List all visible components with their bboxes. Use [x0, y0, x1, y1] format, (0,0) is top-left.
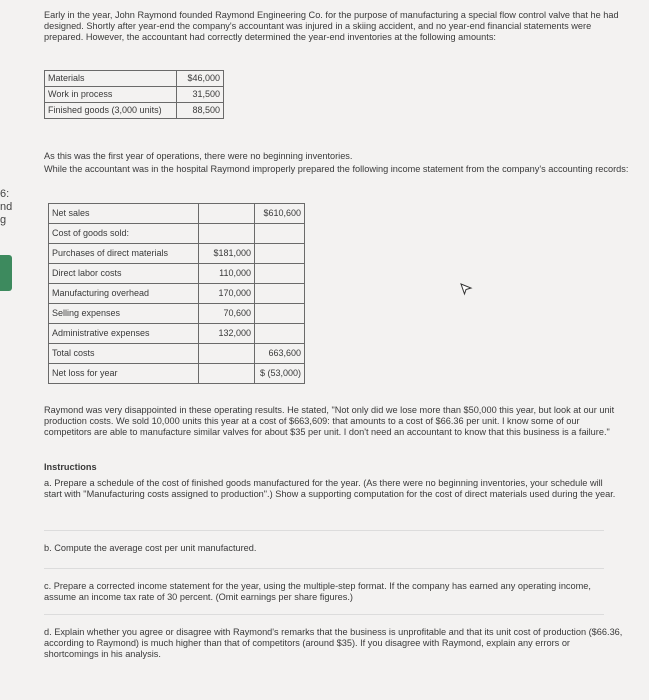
- cost-item-label: Selling expenses: [49, 304, 199, 324]
- cost-item-value: 70,600: [199, 304, 255, 324]
- net-loss-value: $ (53,000): [255, 364, 305, 384]
- inventory-label: Work in process: [45, 87, 177, 103]
- cost-item-label: Purchases of direct materials: [49, 244, 199, 264]
- mouse-cursor-icon: [459, 282, 473, 298]
- total-costs-label: Total costs: [49, 344, 199, 364]
- table-row: [49, 264, 305, 284]
- cost-item-value: 132,000: [199, 324, 255, 344]
- table-row: [49, 364, 305, 384]
- intro-paragraph: Early in the year, John Raymond founded Raymond Engineering Co. for the purpose of manufacturing a special flow control valve that he had designed. Shortly after year-end the company's accountant was injured in a skiing accident, and no year-end financial statements were prepared. However, the accountant had correctly determined the year-end inventories at the following amounts:: [44, 10, 619, 42]
- left-edge-text-1: 6:: [0, 188, 10, 200]
- left-edge-text-3: g: [0, 214, 7, 226]
- net-sales-label: Net sales: [49, 204, 199, 224]
- cost-item-label: Direct labor costs: [49, 264, 199, 284]
- table-row: [49, 324, 305, 344]
- table-row: [45, 87, 224, 103]
- divider: [44, 568, 604, 569]
- inventory-label: Materials: [45, 71, 177, 87]
- net-loss-label: Net loss for year: [49, 364, 199, 384]
- question-c: c. Prepare a corrected income statement for the year, using the multiple-step format. If the company has earned any operating income, assume an income tax rate of 30 percent. (Omit earnings per share figures.): [44, 581, 591, 602]
- no-beginning-inventories-text: As this was the first year of operations, there were no beginning inventories.: [44, 151, 353, 161]
- hospital-paragraph: While the accountant was in the hospital Raymond improperly prepared the following income statement from the company's accounting records:: [44, 164, 629, 174]
- question-d: d. Explain whether you agree or disagree with Raymond's remarks that the business is unprofitable and that its unit cost of production ($66.36, according to Raymond) is much higher than that of competitors (around $35). If you disagree with Raymond, explain any errors or shortcomings in his analysis.: [44, 627, 623, 659]
- inventory-value: 31,500: [177, 87, 224, 103]
- cost-item-value: 110,000: [199, 264, 255, 284]
- table-row: [49, 244, 305, 264]
- question-b: b. Compute the average cost per unit manufactured.: [44, 543, 257, 553]
- divider: [44, 614, 604, 615]
- net-sales-value: $610,600: [255, 204, 305, 224]
- table-row: [49, 204, 305, 224]
- table-row: [49, 284, 305, 304]
- cost-item-label: Manufacturing overhead: [49, 284, 199, 304]
- inventory-table: [44, 70, 224, 119]
- table-row: [49, 344, 305, 364]
- table-row: [45, 103, 224, 119]
- left-edge-fragment: [0, 188, 13, 227]
- income-statement-table: [48, 203, 305, 384]
- divider: [44, 530, 604, 531]
- instructions-heading: Instructions: [44, 462, 97, 472]
- table-row: [49, 224, 305, 244]
- inventory-label: Finished goods (3,000 units): [45, 103, 177, 119]
- table-row: [49, 304, 305, 324]
- cost-item-label: Administrative expenses: [49, 324, 199, 344]
- raymond-remark-paragraph: Raymond was very disappointed in these operating results. He stated, "Not only did we lose more than $50,000 this year, but look at our unit production costs. We sold 10,000 units this year at a cost of $663,609: that amounts to a cost of $66.36 per unit. I know some of our competitors are able to manufacture similar valves for about $35 per unit. I don't need an accountant to know that this business is a failure.": [44, 405, 615, 437]
- cost-item-value: 170,000: [199, 284, 255, 304]
- left-edge-text-2: nd: [0, 201, 13, 213]
- inventory-value: 88,500: [177, 103, 224, 119]
- total-costs-value: 663,600: [255, 344, 305, 364]
- question-a: a. Prepare a schedule of the cost of finished goods manufactured for the year. (As there were no beginning inventories, your schedule will start with "Manufacturing costs assigned to production".) Show a supporting computation for the cost of direct materials used during the year.: [44, 478, 616, 499]
- table-row: [45, 71, 224, 87]
- cost-item-value: $181,000: [199, 244, 255, 264]
- side-tab-button[interactable]: [0, 255, 12, 291]
- cogs-label: Cost of goods sold:: [49, 224, 199, 244]
- inventory-value: $46,000: [177, 71, 224, 87]
